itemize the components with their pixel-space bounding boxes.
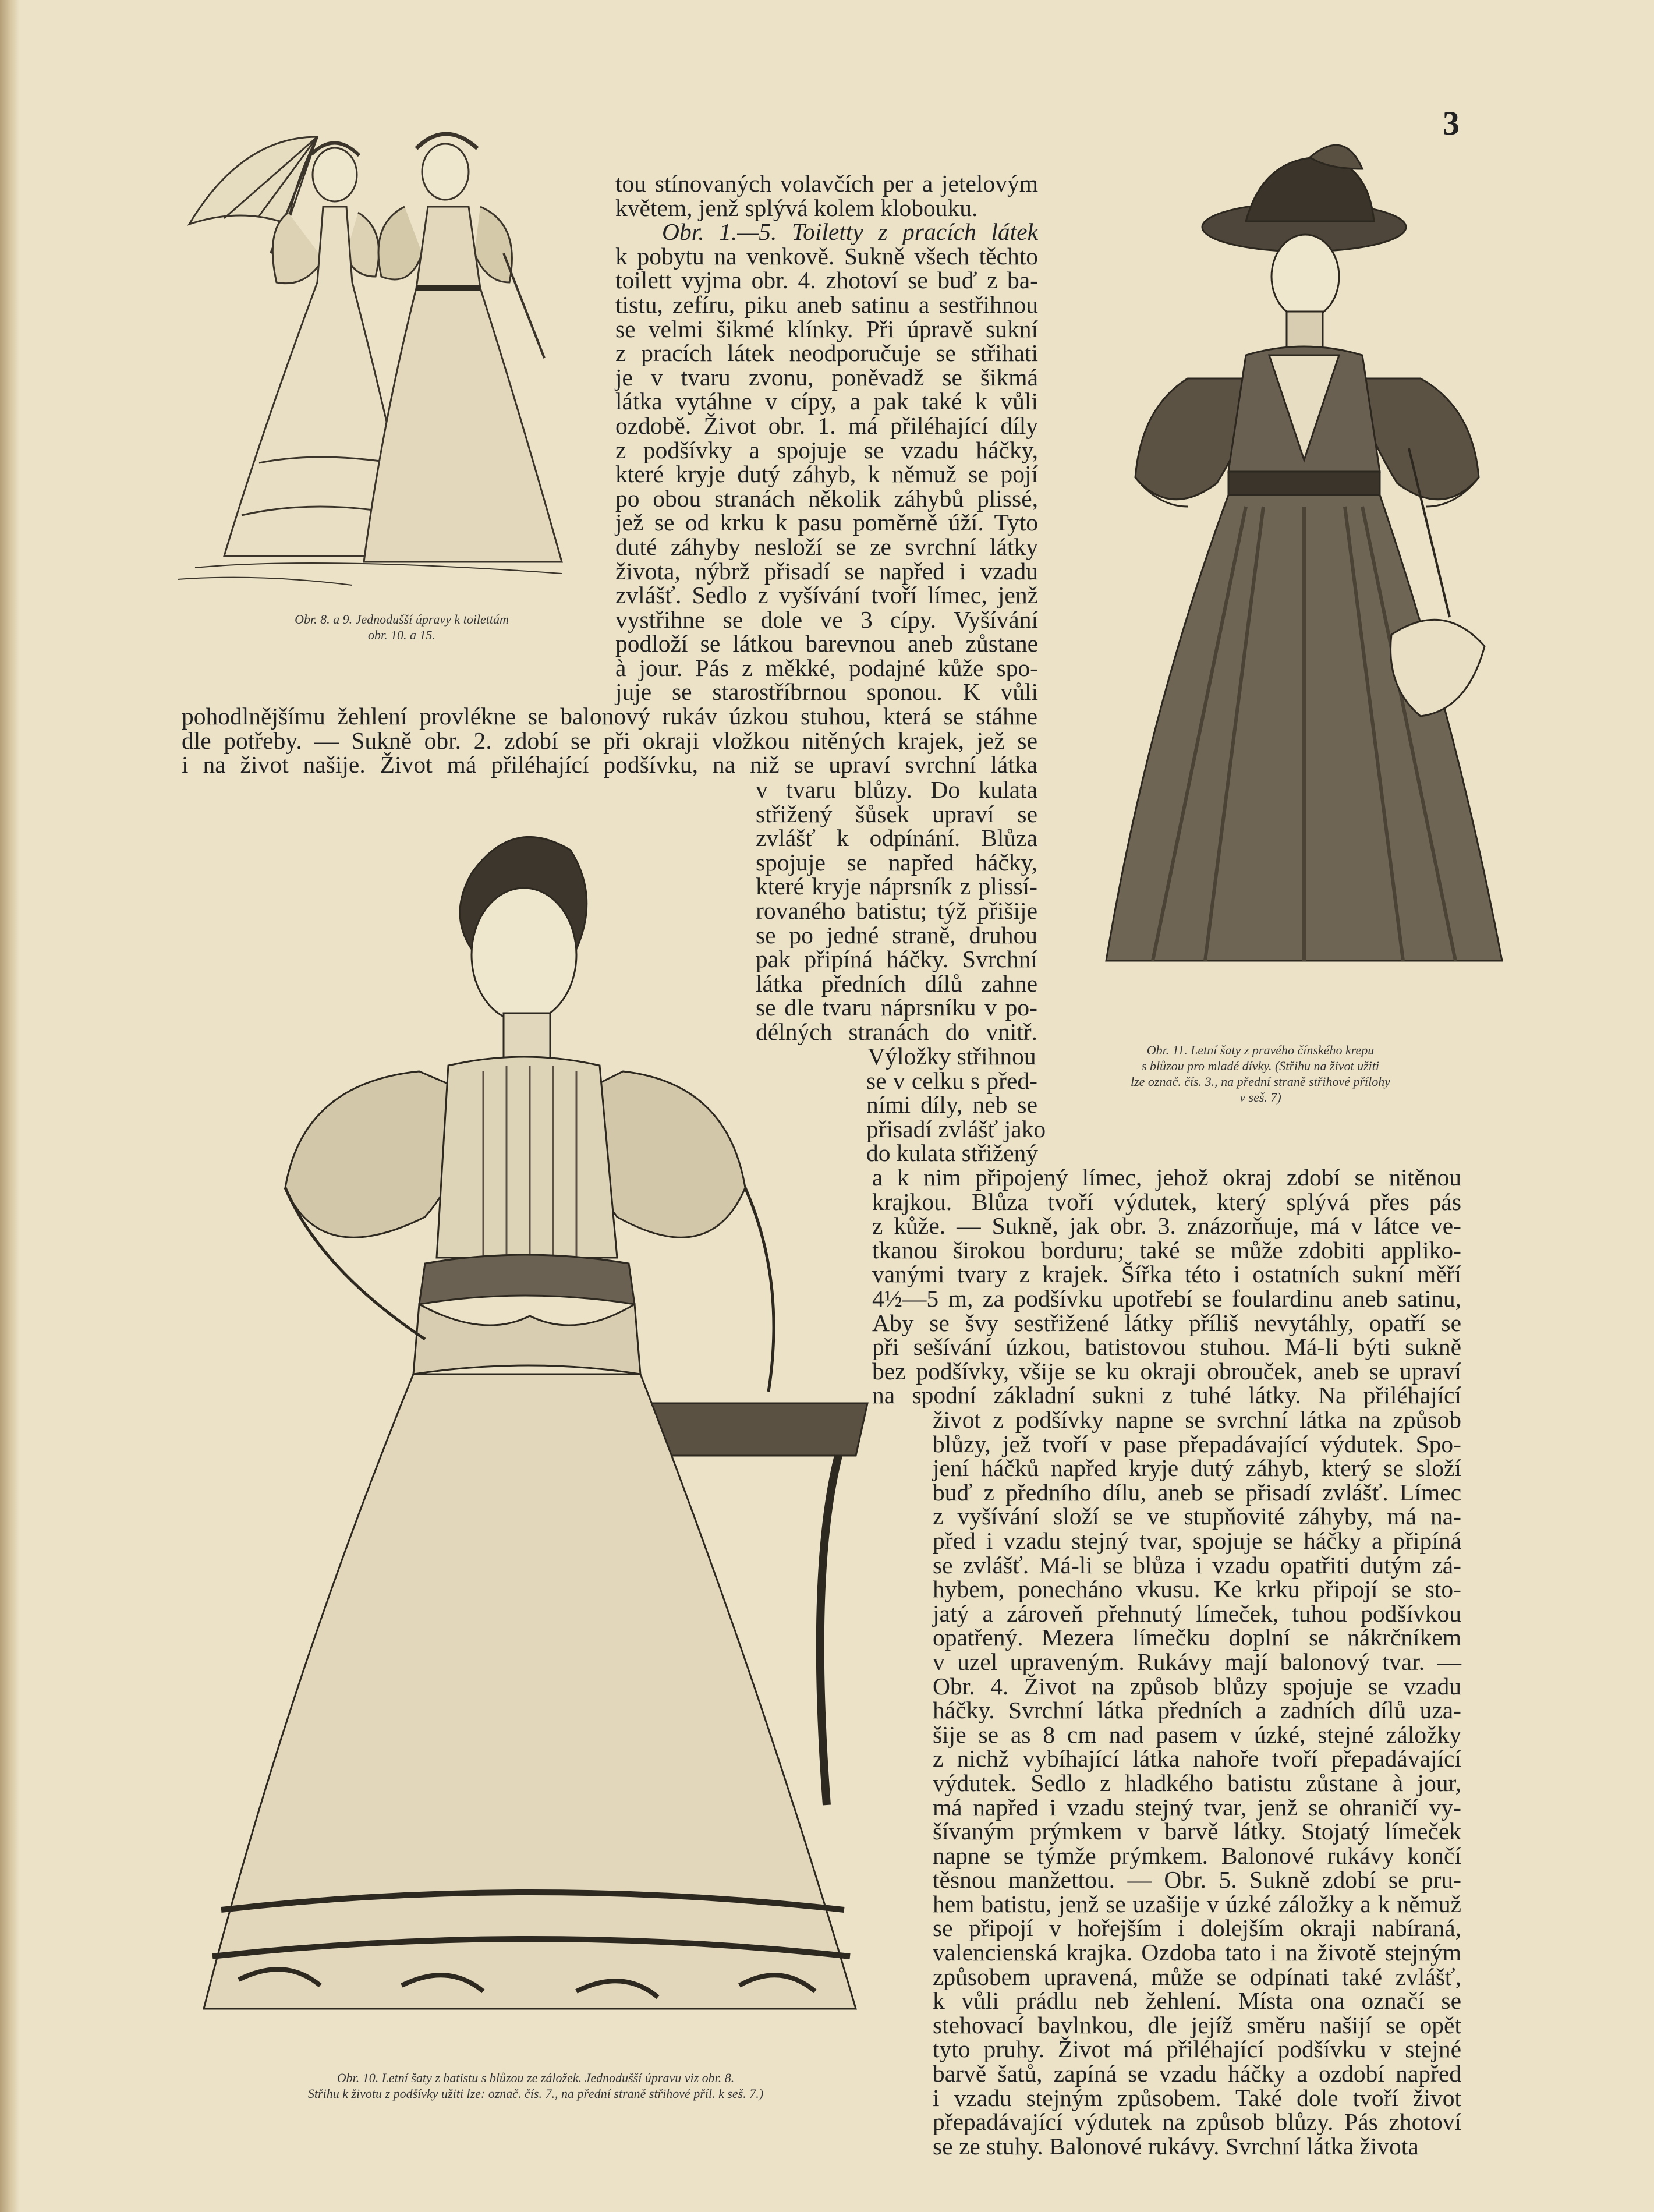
text-line: život z podšívky napne se svrchní látka na způsob	[933, 1406, 1461, 1433]
text-line: jež se od krku k pasu poměrně úží. Tyto	[615, 509, 1038, 536]
text-line: přepadávající výdutek na způsob blůzy. Pás zhotoví	[933, 2108, 1461, 2136]
text-line: látka vytáhne v cípy, a pak také k vůli	[615, 388, 1038, 415]
text-narrow-a	[756, 778, 1037, 1045]
text-line: blůzy, jež tvoří v pase přepadávající výdutek. Spo-	[933, 1430, 1461, 1457]
text-line: ozdobě. Život obr. 1. má přiléhající díly	[615, 412, 1038, 439]
caption-line: Obr. 10. Letní šaty z batistu s blůzou ze záložek. Jednodušší úpravu viz obr. 8.	[337, 2071, 735, 2085]
text-line: zvlášť. Sedlo z vyšívání tvoří límec, jenž	[615, 582, 1038, 609]
text-line: hem batistu, jenž se uzašije v úzké záložky a k němuž	[933, 1890, 1461, 1917]
text-line: Obr. 1.—5. Toiletty z pracích látek	[662, 218, 1038, 246]
text-line: se velmi šikmé klínky. Při úpravě sukní	[615, 315, 1038, 342]
text-line: způsobem upravená, může se odpínati také zvlášť,	[933, 1963, 1461, 1990]
text-line: látka předních dílů zahne	[756, 969, 1037, 997]
caption-fig-8-9	[212, 611, 591, 643]
text-line: při sešívání úzkou, batistovou stuhou. Má-li býti sukně	[872, 1333, 1461, 1361]
text-line: duté záhyby nesloží se ze svrchní látky	[615, 533, 1038, 560]
text-line: se ze stuhy. Balonové rukávy. Svrchní látka života	[933, 2132, 1419, 2160]
caption-line: Obr. 11. Letní šaty z pravého čínského krepu	[1146, 1043, 1375, 1057]
text-column-mid	[872, 1166, 1461, 1408]
book-spine	[0, 0, 20, 2212]
text-line: do kulata střižený	[866, 1139, 1039, 1167]
text-line: těsnou manžettou. — Obr. 5. Sukně zdobí se pru-	[933, 1866, 1461, 1894]
caption-fig-10	[175, 2070, 897, 2101]
text-line: šije se as 8 cm nad pasem v úzké, stejné záložky	[933, 1721, 1461, 1748]
text-line: i vzadu stejným způsobem. Také dole tvoří život	[933, 2084, 1461, 2111]
text-narrow-b	[866, 1043, 1046, 1167]
text-line: výdutek. Sedlo z hladkého batistu zůstane à jour,	[933, 1769, 1461, 1796]
text-line: buď z předního dílu, aneb se přisadí zvlášť. Límec	[933, 1478, 1461, 1506]
text-line: à jour. Pás z měkké, podajné kůže spo-	[615, 654, 1038, 681]
text-line: a k nim připojený límec, jehož okraj zdobí se nitěnou	[872, 1164, 1461, 1191]
text-line: se dle tvaru náprsníku v po-	[756, 994, 1037, 1021]
text-line: z nichž vybíhající látka nahoře tvoří přepadávající	[933, 1745, 1461, 1772]
page-number: 3	[1443, 104, 1460, 142]
text-line: pohodlnějšímu žehlení provlékne se balonový rukáv úzkou stuhou, která se stáhne	[182, 703, 1037, 730]
text-line: se v celku s před-	[866, 1067, 1037, 1094]
caption-line: v seš. 7)	[1239, 1090, 1281, 1105]
text-line: délných stranách do vnitř.	[756, 1018, 1037, 1045]
text-line: z vyšívání složí se ve stupňovité záhyby, má na-	[933, 1503, 1461, 1530]
illustration-fig-8-9	[143, 114, 603, 591]
text-line: barvě šatů, zapíná se vzadu háčky a ozdobí napřed	[933, 2060, 1461, 2087]
text-line: má napřed i vzadu stejný tvar, jenž se ohraničí vy-	[933, 1793, 1461, 1821]
text-line: juje se starostříbrnou sponou. K vůli	[615, 678, 1038, 706]
text-line: se zvlášť. Má-li se blůza i vzadu opatřiti dutým zá-	[933, 1551, 1461, 1579]
text-line: k vůli prádlu neb žehlení. Místa ona označí se	[933, 1987, 1461, 2015]
text-line: dle potřeby. — Sukně obr. 2. zdobí se při okraji vložkou nitěných krajek, jež se	[182, 727, 1037, 754]
text-line: života, nýbrž přisadí se napřed i vzadu	[615, 557, 1038, 585]
text-full-width	[182, 705, 1037, 777]
text-column-top	[615, 172, 1038, 705]
text-line: spojuje se napřed háčky,	[756, 848, 1037, 876]
text-line: z pracích látek neodporučuje se střihati	[615, 339, 1038, 367]
text-line: i na život našije. Život má přiléhající podšívku, na niž se upraví svrchní látka	[182, 751, 1037, 778]
text-line: po obou stranách několik záhybů plissé,	[615, 484, 1038, 512]
text-line: v tvaru blůzy. Do kulata	[756, 776, 1037, 803]
text-line: šívaným prýmkem v barvě látky. Stojatý límeček	[933, 1818, 1461, 1845]
text-line: květem, jenž splývá kolem klobouku.	[615, 194, 978, 221]
text-line: které kryje náprsník z plissí-	[756, 873, 1037, 900]
text-line: 4½—5 m, za podšívku upotřebí se foulardinu aneb satinu,	[872, 1284, 1461, 1312]
text-line: tou stínovaných volavčích per a jetelovým	[615, 170, 1038, 197]
text-line: bez podšívky, všije se ku okraji obrouček, aneb se upraví	[872, 1357, 1461, 1385]
text-line: hybem, ponecháno vkusu. Ke krku připojí se sto-	[933, 1576, 1461, 1603]
text-line: tyto pruhy. Život má přiléhající podšívku v stejné	[933, 2036, 1461, 2063]
text-line: k pobytu na venkově. Sukně všech těchto	[615, 242, 1038, 270]
text-line: které kryje dutý záhyb, k němuž se pojí	[615, 461, 1038, 488]
text-line: se připojí v hořejším i dolejším okraji nabíraná,	[933, 1914, 1461, 1942]
text-line: jení háčků napřed kryje dutý záhyb, který se složí	[933, 1454, 1461, 1482]
text-line: Aby se švy sestřižené látky příliš nevytáhly, opatří se	[872, 1309, 1461, 1336]
text-line: na spodní základní sukni z tuhé látky. Na přiléhající	[872, 1382, 1461, 1409]
caption-line: lze označ. čís. 3., na přední straně střihové přílohy	[1130, 1074, 1391, 1089]
text-line: stehovací bavlnkou, dle jejíž směru našijí se opět	[933, 2011, 1461, 2038]
text-line: před i vzadu stejný tvar, spojuje se háčky a připíná	[933, 1527, 1461, 1554]
text-line: přisadí zvlášť jako	[866, 1115, 1046, 1142]
illustration-fig-11	[1071, 134, 1520, 990]
text-line: opatřený. Mezera límečku doplní se nákrčníkem	[933, 1624, 1461, 1651]
text-line: se po jedné straně, druhou	[756, 921, 1037, 948]
text-line: vanými tvary z krajek. Šířka této i ostatních sukní měří	[872, 1261, 1461, 1288]
text-line: v uzel upraveným. Rukávy mají balonový tvar. —	[933, 1648, 1461, 1675]
text-line: valencienská krajka. Ozdoba tato i na životě stejným	[933, 1939, 1461, 1966]
text-line: tkanou širokou borduru; také se může zdobiti appliko-	[872, 1236, 1461, 1264]
text-line: vystřihne se dole ve 3 cípy. Vyšívání	[615, 606, 1038, 633]
text-line: háčky. Svrchní látka předních a zadních dílů uza-	[933, 1697, 1461, 1724]
text-line: ními díly, neb se	[866, 1091, 1037, 1119]
caption-line: Obr. 8. a 9. Jednodušší úpravy k toilettám	[295, 612, 509, 627]
caption-line: obr. 10. a 15.	[367, 628, 436, 642]
text-column-bottom	[933, 1408, 1461, 2158]
text-line: toilett vyjma obr. 4. zhotoví se buď z ba-	[615, 267, 1038, 294]
text-line: Výložky střihnou	[867, 1043, 1036, 1070]
text-line: podloží se látkou barevnou aneb zůstane	[615, 630, 1038, 657]
text-line: jatý a zároveň přehnutý límeček, tuhou podšívkou	[933, 1599, 1461, 1627]
text-line: krajkou. Blůza tvoří výdutek, který splývá přes pás	[872, 1188, 1461, 1215]
text-line: z podšívky a spojuje se vzadu háčky,	[615, 436, 1038, 463]
text-line: zvlášť k odpínání. Blůza	[756, 824, 1037, 852]
text-line: je v tvaru zvonu, poněvadž se šikmá	[615, 363, 1038, 391]
text-line: z kůže. — Sukně, jak obr. 3. znázorňuje, má v látce ve-	[872, 1212, 1461, 1240]
caption-fig-11	[1083, 1042, 1438, 1105]
text-line: střižený šůsek upraví se	[756, 800, 1037, 827]
caption-line: s blůzou pro mladé dívky. (Střihu na život užiti	[1142, 1059, 1379, 1073]
text-line: rovaného batistu; týž přišije	[756, 897, 1037, 924]
text-line: napne se týmže prýmkem. Balonové rukávy končí	[933, 1842, 1461, 1869]
text-line: pak připíná háčky. Svrchní	[756, 946, 1037, 973]
text-line: Obr. 4. Život na způsob blůzy spojuje se vzadu	[933, 1672, 1461, 1700]
caption-line: Střihu k životu z podšívky užiti lze: označ. čís. 7., na přední straně střihové příl. k seš. 7.)	[307, 2086, 764, 2101]
text-line: tistu, zefíru, piku aneb satinu a sestřihnou	[615, 291, 1038, 318]
